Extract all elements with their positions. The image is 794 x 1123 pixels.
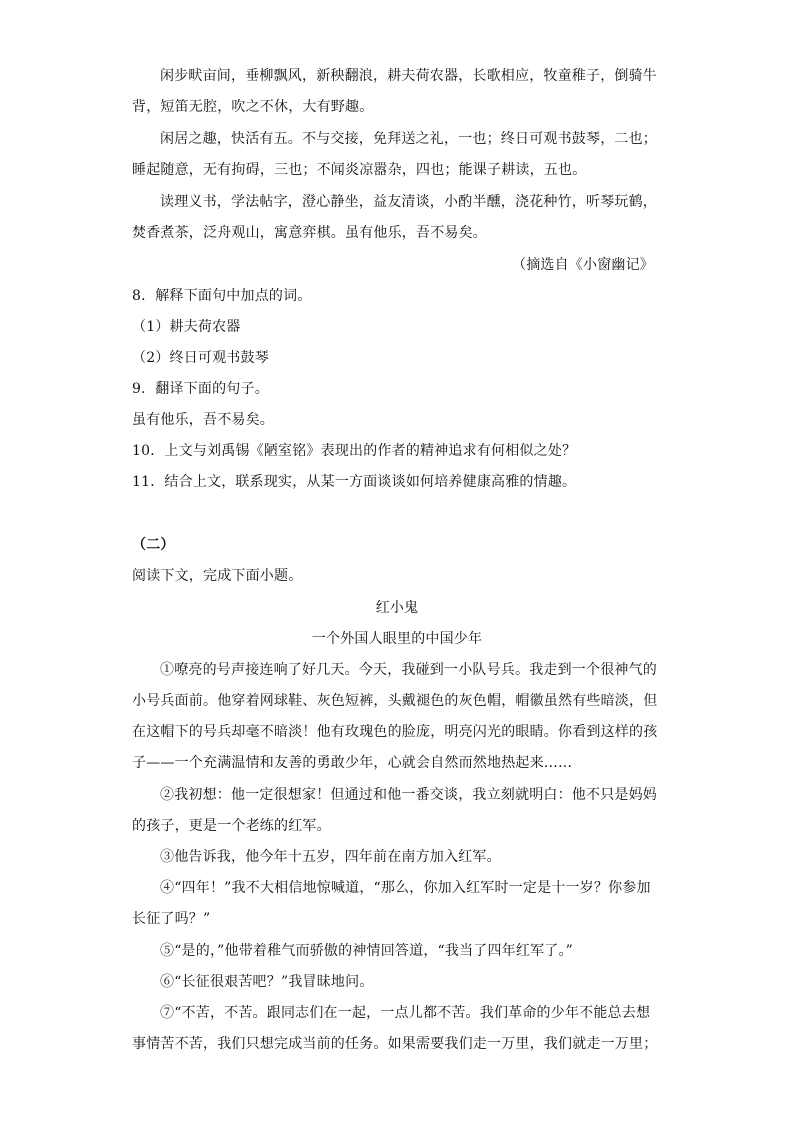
passage1-para1-line2: 背，短笛无腔，吹之不休，大有野趣。 <box>132 99 374 115</box>
p2-line2: 的孩子，更是一个老练的红军。 <box>132 818 331 834</box>
question-8-1: （1）耕夫荷农器 <box>132 319 241 335</box>
passage1-para1-line1: 闲步畎亩间，垂柳飘风，新秧翻浪，耕夫荷农器，长歌相应，牧童稚子，倒骑牛 <box>160 68 657 84</box>
p4-line2: 长征了吗？” <box>132 911 211 927</box>
question-9: 9．翻译下面的句子。 <box>132 381 269 397</box>
passage1-para3-line2: 焚香煮茶，泛舟观山，寓意弈棋。虽有他乐，吾不易矣。 <box>132 225 487 241</box>
source-citation: （摘选自《小窗幽记》 <box>512 257 654 273</box>
p3-line1: ③他告诉我，他今年十五岁，四年前在南方加入红军。 <box>160 849 501 865</box>
p1-line3: 在这帽下的号兵却毫不暗淡！他有玫瑰色的脸庞，明亮闪光的眼睛。你看到这样的孩 <box>132 724 658 740</box>
question-11: 11．结合上文，联系现实，从某一方面谈谈如何培养健康高雅的情趣。 <box>132 474 577 490</box>
p7-line1: ⑦“不苦，不苦。跟同志们在一起，一点儿都不苦。我们革命的少年不能总去想 <box>160 1005 651 1021</box>
question-8: 8．解释下面句中加点的词。 <box>132 288 312 304</box>
passage1-para3-line1: 读理义书，学法帖字，澄心静坐，益友清谈，小酌半醺，浇花种竹，听琴玩鹤， <box>160 194 657 210</box>
question-9-sentence: 虽有他乐，吾不易矣。 <box>132 412 274 428</box>
p1-line2: 小号兵面前。他穿着网球鞋、灰色短裤，头戴褪色的灰色帽，帽徽虽然有些暗淡，但 <box>132 693 658 709</box>
question-8-2: （2）终日可观书鼓琴 <box>132 350 269 366</box>
passage1-para2-line1: 闲居之趣，快活有五。不与交接，免拜送之礼，一也；终日可观书鼓琴，二也； <box>160 131 657 147</box>
section-instruction: 阅读下文，完成下面小题。 <box>132 568 303 584</box>
passage1-para2-line2: 睡起随意，无有拘碍，三也；不闻炎凉嚣杂，四也；能课子耕读，五也。 <box>132 162 587 178</box>
article-title: 红小鬼 <box>375 600 419 616</box>
section-heading: （二） <box>132 537 175 553</box>
p5-line1: ⑤“是的，”他带着稚气而骄傲的神情回答道，“我当了四年红军了。” <box>160 943 574 959</box>
p1-line4: 子——一个充满温情和友善的勇敢少年，心就会自然而然地热起来…… <box>132 755 573 771</box>
article-subtitle: 一个外国人眼里的中国少年 <box>311 631 483 647</box>
p7-line2: 事情苦不苦，我们只想完成当前的任务。如果需要我们走一万里，我们就走一万里； <box>132 1036 658 1052</box>
question-10: 10．上文与刘禹锡《陋室铭》表现出的作者的精神追求有何相似之处？ <box>132 443 577 459</box>
p1-line1: ①嘹亮的号声接连响了好几天。今天，我碰到一小队号兵。我走到一个很神气的 <box>160 662 657 678</box>
p6-line1: ⑥“长征很艰苦吧？”我冒昧地问。 <box>160 974 374 990</box>
p2-line1: ②我初想：他一定很想家！但通过和他一番交谈，我立刻就明白：他不只是妈妈 <box>160 787 657 803</box>
p4-line1: ④“四年！”我不大相信地惊喊道，“那么，你加入红军时一定是十一岁？你参加 <box>160 880 651 896</box>
